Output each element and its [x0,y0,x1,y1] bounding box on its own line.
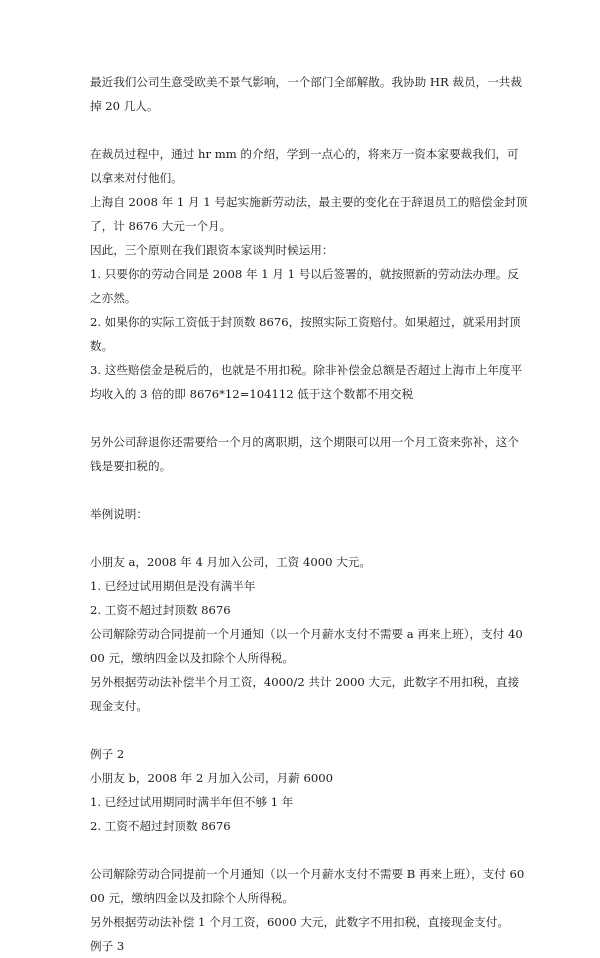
example-2-item-2: 2. 工资不超过封顶数 8676 [90,819,231,833]
examples-heading: 举例说明： [90,507,148,521]
law-paragraph: 上海自 2008 年 1 月 1 号起实施新劳动法，最主要的变化在于辞退员工的赔偿金封顶了，计 8676 大元一个月。 [90,195,528,233]
principle-2: 2. 如果你的实际工资低于封顶数 8676，按照实际工资赔付。如果超过，就采用封顶数。 [90,315,521,353]
principles-heading: 因此，三个原则在我们跟资本家谈判时候运用： [90,243,334,257]
example-2-heading: 例子 2 [90,747,125,761]
example-2-compensation: 另外根据劳动法补偿 1 个月工资，6000 大元，此数字不用扣税，直接现金支付。 [90,915,509,929]
intro-paragraph: 最近我们公司生意受欧美不景气影响，一个部门全部解散。我协助 HR 裁员，一共裁掉 20 几人。 [90,75,522,113]
example-1-item-2: 2. 工资不超过封顶数 8676 [90,603,231,617]
example-2-termination: 公司解除劳动合同提前一个月通知（以一个月薪水支付不需要 B 再来上班），支付 6000 元，缴纳四金以及扣除个人所得税。 [90,867,525,905]
principle-1: 1. 只要你的劳动合同是 2008 年 1 月 1 号以后签署的，就按照新的劳动法办理。反之亦然。 [90,267,519,305]
document-body [90,70,530,958]
example-3-heading: 例子 3 [90,939,125,953]
example-2-intro: 小朋友 b，2008 年 2 月加入公司，月薪 6000 [90,771,333,785]
example-1-item-1: 1. 已经过试用期但是没有满半年 [90,579,256,593]
example-2-item-1: 1. 已经过试用期同时满半年但不够 1 年 [90,795,294,809]
method-paragraph: 在裁员过程中，通过 hr mm 的介绍，学到一点心的，将来万一资本家要裁我们，可以拿来对付他们。 [90,147,519,185]
example-1-termination: 公司解除劳动合同提前一个月通知（以一个月薪水支付不需要 a 再来上班），支付 4000 元，缴纳四金以及扣除个人所得税。 [90,627,523,665]
example-1-intro: 小朋友 a，2008 年 4 月加入公司，工资 4000 大元。 [90,555,371,569]
notice-period-paragraph: 另外公司辞退你还需要给一个月的离职期，这个期限可以用一个月工资来弥补，这个钱是要扣税的。 [90,435,519,473]
principle-3: 3. 这些赔偿金是税后的，也就是不用扣税。除非补偿金总额是否超过上海市上年度平均收入的 3 倍的即 8676*12=104112 低于这个数都不用交税 [90,363,523,401]
example-1-compensation: 另外根据劳动法补偿半个月工资，4000/2 共计 2000 大元，此数字不用扣税，直接现金支付。 [90,675,520,713]
